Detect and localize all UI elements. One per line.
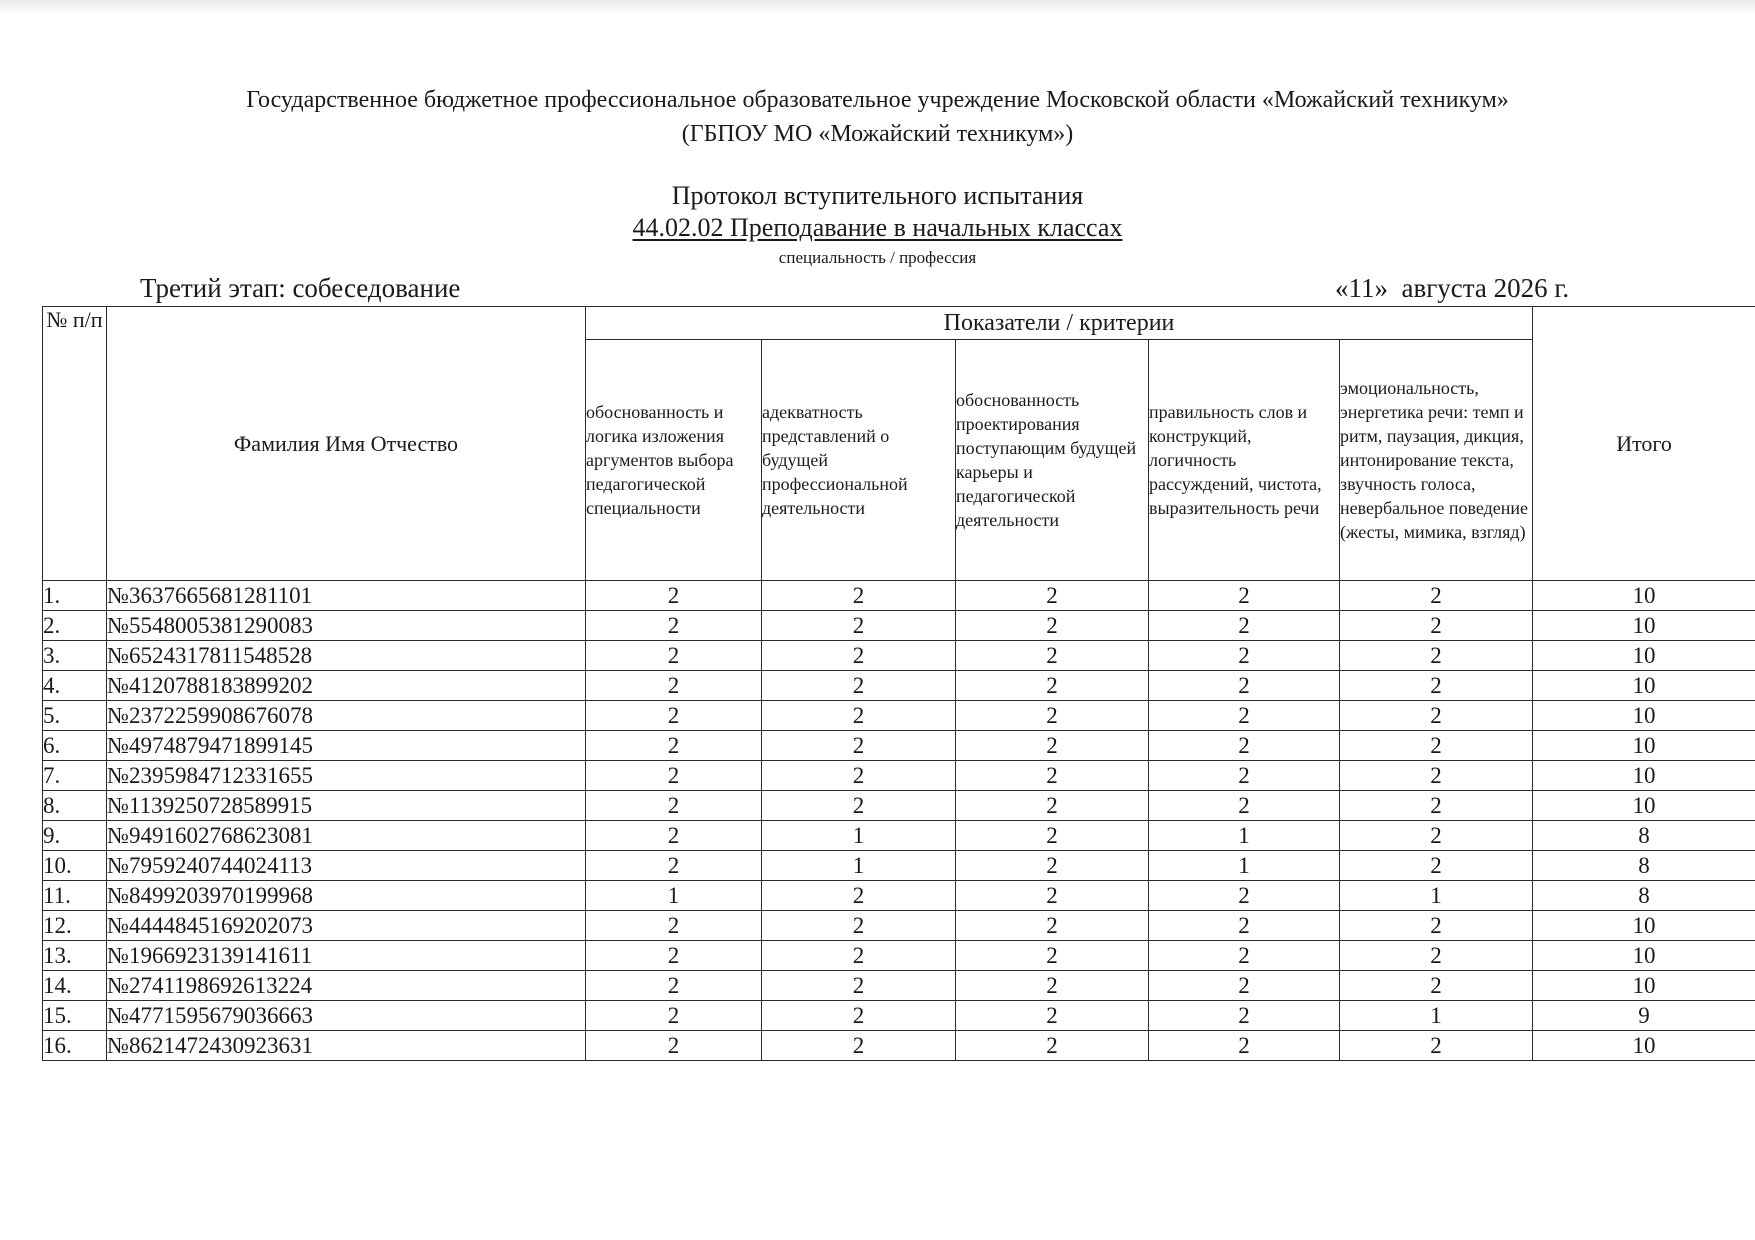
criterion-score-4: 2 — [1149, 761, 1340, 791]
criterion-score-2: 2 — [762, 671, 956, 701]
criterion-score-4: 2 — [1149, 581, 1340, 611]
applicant-id: №6524317811548528 — [107, 641, 586, 671]
criterion-score-4: 2 — [1149, 941, 1340, 971]
total-score: 10 — [1533, 971, 1755, 1001]
row-number: 4. — [43, 671, 107, 701]
row-number: 1. — [43, 581, 107, 611]
column-header-total: Итого — [1533, 307, 1755, 581]
criterion-score-3: 2 — [956, 1031, 1149, 1061]
table-row — [43, 911, 1755, 941]
total-score: 8 — [1533, 851, 1755, 881]
total-score: 10 — [1533, 1031, 1755, 1061]
criterion-score-4: 2 — [1149, 971, 1340, 1001]
criteria-group-header: Показатели / критерии — [586, 307, 1533, 340]
criterion-score-1: 2 — [586, 581, 762, 611]
criterion-header-5: эмоциональность, энергетика речи: темп и ритм, паузация, дикция, интонирование текста, звучность голоса, невербальное поведение (жесты, мимика, взгляд) — [1340, 340, 1533, 581]
table-row — [43, 1001, 1755, 1031]
total-score: 10 — [1533, 701, 1755, 731]
criterion-score-4: 2 — [1149, 731, 1340, 761]
criterion-score-5: 2 — [1340, 611, 1533, 641]
table-row — [43, 851, 1755, 881]
document-title: Протокол вступительного испытания — [671, 181, 1084, 210]
applicant-id: №2372259908676078 — [107, 701, 586, 731]
specialty-name: 44.02.02 Преподавание в начальных классах — [632, 213, 1123, 242]
criterion-score-1: 2 — [586, 791, 762, 821]
criterion-score-2: 1 — [762, 821, 956, 851]
organization-short-name: (ГБПОУ МО «Можайский техникум») — [681, 121, 1074, 147]
total-score: 8 — [1533, 881, 1755, 911]
table-row — [43, 611, 1755, 641]
total-score: 10 — [1533, 761, 1755, 791]
table-header — [43, 307, 1755, 581]
criterion-score-1: 2 — [586, 971, 762, 1001]
criterion-score-2: 2 — [762, 791, 956, 821]
criterion-score-3: 2 — [956, 1001, 1149, 1031]
criterion-score-1: 2 — [586, 1031, 762, 1061]
exam-date: «11» августа 2026 г. — [1335, 273, 1570, 303]
total-score: 10 — [1533, 791, 1755, 821]
row-number: 13. — [43, 941, 107, 971]
criterion-score-2: 2 — [762, 881, 956, 911]
exam-stage: Третий этап: собеседование — [140, 273, 461, 303]
criterion-score-2: 2 — [762, 611, 956, 641]
organization-name: Государственное бюджетное профессиональное образовательное учреждение Московской области «Можайский техникум» — [246, 87, 1509, 113]
criterion-score-5: 2 — [1340, 971, 1533, 1001]
applicant-id: №4120788183899202 — [107, 671, 586, 701]
criterion-score-3: 2 — [956, 761, 1149, 791]
total-score: 10 — [1533, 911, 1755, 941]
criterion-score-4: 2 — [1149, 1001, 1340, 1031]
applicant-id: №8499203970199968 — [107, 881, 586, 911]
criterion-score-2: 2 — [762, 731, 956, 761]
table-row — [43, 821, 1755, 851]
criterion-score-1: 2 — [586, 641, 762, 671]
criterion-score-2: 1 — [762, 851, 956, 881]
table-row — [43, 791, 1755, 821]
total-score: 9 — [1533, 1001, 1755, 1031]
criterion-score-1: 2 — [586, 911, 762, 941]
table-row — [43, 731, 1755, 761]
criterion-score-4: 1 — [1149, 821, 1340, 851]
row-number: 8. — [43, 791, 107, 821]
criterion-score-3: 2 — [956, 881, 1149, 911]
row-number: 16. — [43, 1031, 107, 1061]
row-number: 3. — [43, 641, 107, 671]
table-row — [43, 1031, 1755, 1061]
criterion-score-5: 2 — [1340, 581, 1533, 611]
total-score: 10 — [1533, 611, 1755, 641]
applicant-id: №4974879471899145 — [107, 731, 586, 761]
criterion-score-4: 2 — [1149, 611, 1340, 641]
table-row — [43, 881, 1755, 911]
criterion-score-5: 2 — [1340, 731, 1533, 761]
criterion-score-1: 2 — [586, 671, 762, 701]
criterion-score-4: 2 — [1149, 791, 1340, 821]
row-number: 15. — [43, 1001, 107, 1031]
criterion-score-3: 2 — [956, 971, 1149, 1001]
criterion-score-1: 2 — [586, 701, 762, 731]
criterion-score-5: 2 — [1340, 671, 1533, 701]
scan-edge — [0, 0, 1755, 14]
criterion-score-5: 2 — [1340, 851, 1533, 881]
criterion-score-2: 2 — [762, 1031, 956, 1061]
criterion-score-5: 2 — [1340, 821, 1533, 851]
criterion-score-3: 2 — [956, 641, 1149, 671]
criterion-score-2: 2 — [762, 1001, 956, 1031]
applicant-id: №8621472430923631 — [107, 1031, 586, 1061]
applicant-id: №1139250728589915 — [107, 791, 586, 821]
criterion-score-3: 2 — [956, 821, 1149, 851]
table-body — [43, 581, 1755, 1061]
protocol-table — [42, 306, 1755, 1061]
total-score: 10 — [1533, 671, 1755, 701]
total-score: 10 — [1533, 941, 1755, 971]
criterion-score-1: 2 — [586, 761, 762, 791]
table-row — [43, 641, 1755, 671]
criterion-score-3: 2 — [956, 941, 1149, 971]
row-number: 9. — [43, 821, 107, 851]
criterion-score-4: 1 — [1149, 851, 1340, 881]
criterion-score-4: 2 — [1149, 641, 1340, 671]
criterion-score-3: 2 — [956, 581, 1149, 611]
criterion-score-4: 2 — [1149, 1031, 1340, 1061]
criterion-score-1: 1 — [586, 881, 762, 911]
criterion-score-3: 2 — [956, 731, 1149, 761]
table-row — [43, 761, 1755, 791]
row-number: 14. — [43, 971, 107, 1001]
applicant-id: №3637665681281101 — [107, 581, 586, 611]
criterion-header-1: обоснованность и логика изложения аргументов выбора педагогической специальности — [586, 340, 762, 581]
criterion-score-3: 2 — [956, 671, 1149, 701]
criterion-score-1: 2 — [586, 731, 762, 761]
column-header-name: Фамилия Имя Отчество — [107, 307, 586, 581]
table-row — [43, 971, 1755, 1001]
applicant-id: №4771595679036663 — [107, 1001, 586, 1031]
applicant-id: №9491602768623081 — [107, 821, 586, 851]
criterion-score-5: 2 — [1340, 911, 1533, 941]
criterion-score-2: 2 — [762, 581, 956, 611]
criterion-header-3: обоснованность проектирования поступающим будущей карьеры и педагогической деятельности — [956, 340, 1149, 581]
row-number: 6. — [43, 731, 107, 761]
criterion-score-2: 2 — [762, 941, 956, 971]
row-number: 11. — [43, 881, 107, 911]
applicant-id: №1966923139141611 — [107, 941, 586, 971]
criterion-score-4: 2 — [1149, 911, 1340, 941]
criterion-score-5: 2 — [1340, 701, 1533, 731]
criterion-score-3: 2 — [956, 911, 1149, 941]
criterion-score-2: 2 — [762, 761, 956, 791]
specialty-line — [0, 214, 1755, 242]
criterion-score-5: 1 — [1340, 881, 1533, 911]
criterion-score-3: 2 — [956, 791, 1149, 821]
criterion-score-3: 2 — [956, 851, 1149, 881]
criterion-score-3: 2 — [956, 611, 1149, 641]
criterion-score-5: 2 — [1340, 641, 1533, 671]
total-score: 10 — [1533, 581, 1755, 611]
criterion-score-1: 2 — [586, 821, 762, 851]
criterion-score-4: 2 — [1149, 881, 1340, 911]
table-row — [43, 941, 1755, 971]
row-number: 2. — [43, 611, 107, 641]
table-row — [43, 701, 1755, 731]
applicant-id: №2395984712331655 — [107, 761, 586, 791]
total-score: 8 — [1533, 821, 1755, 851]
criterion-score-1: 2 — [586, 1001, 762, 1031]
criterion-score-2: 2 — [762, 911, 956, 941]
row-number: 5. — [43, 701, 107, 731]
criterion-score-1: 2 — [586, 611, 762, 641]
table-row — [43, 581, 1755, 611]
criterion-score-1: 2 — [586, 941, 762, 971]
row-number: 12. — [43, 911, 107, 941]
applicant-id: №2741198692613224 — [107, 971, 586, 1001]
criterion-score-5: 2 — [1340, 1031, 1533, 1061]
criterion-score-2: 2 — [762, 641, 956, 671]
criterion-score-1: 2 — [586, 851, 762, 881]
applicant-id: №4444845169202073 — [107, 911, 586, 941]
total-score: 10 — [1533, 731, 1755, 761]
criterion-header-4: правильность слов и конструкций, логичность рассуждений, чистота, выразительность речи — [1149, 340, 1340, 581]
applicant-id: №7959240744024113 — [107, 851, 586, 881]
row-number: 10. — [43, 851, 107, 881]
criterion-score-5: 2 — [1340, 941, 1533, 971]
criterion-header-2: адекватность представлений о будущей профессиональной деятельности — [762, 340, 956, 581]
criterion-score-5: 2 — [1340, 761, 1533, 791]
specialty-caption: специальность / профессия — [778, 248, 977, 267]
column-header-number: № п/п — [43, 307, 107, 581]
criterion-score-3: 2 — [956, 701, 1149, 731]
criterion-score-4: 2 — [1149, 701, 1340, 731]
criterion-score-5: 2 — [1340, 791, 1533, 821]
table-row — [43, 671, 1755, 701]
criterion-score-4: 2 — [1149, 671, 1340, 701]
criterion-score-2: 2 — [762, 971, 956, 1001]
total-score: 10 — [1533, 641, 1755, 671]
criterion-score-2: 2 — [762, 701, 956, 731]
criterion-score-5: 1 — [1340, 1001, 1533, 1031]
applicant-id: №5548005381290083 — [107, 611, 586, 641]
row-number: 7. — [43, 761, 107, 791]
